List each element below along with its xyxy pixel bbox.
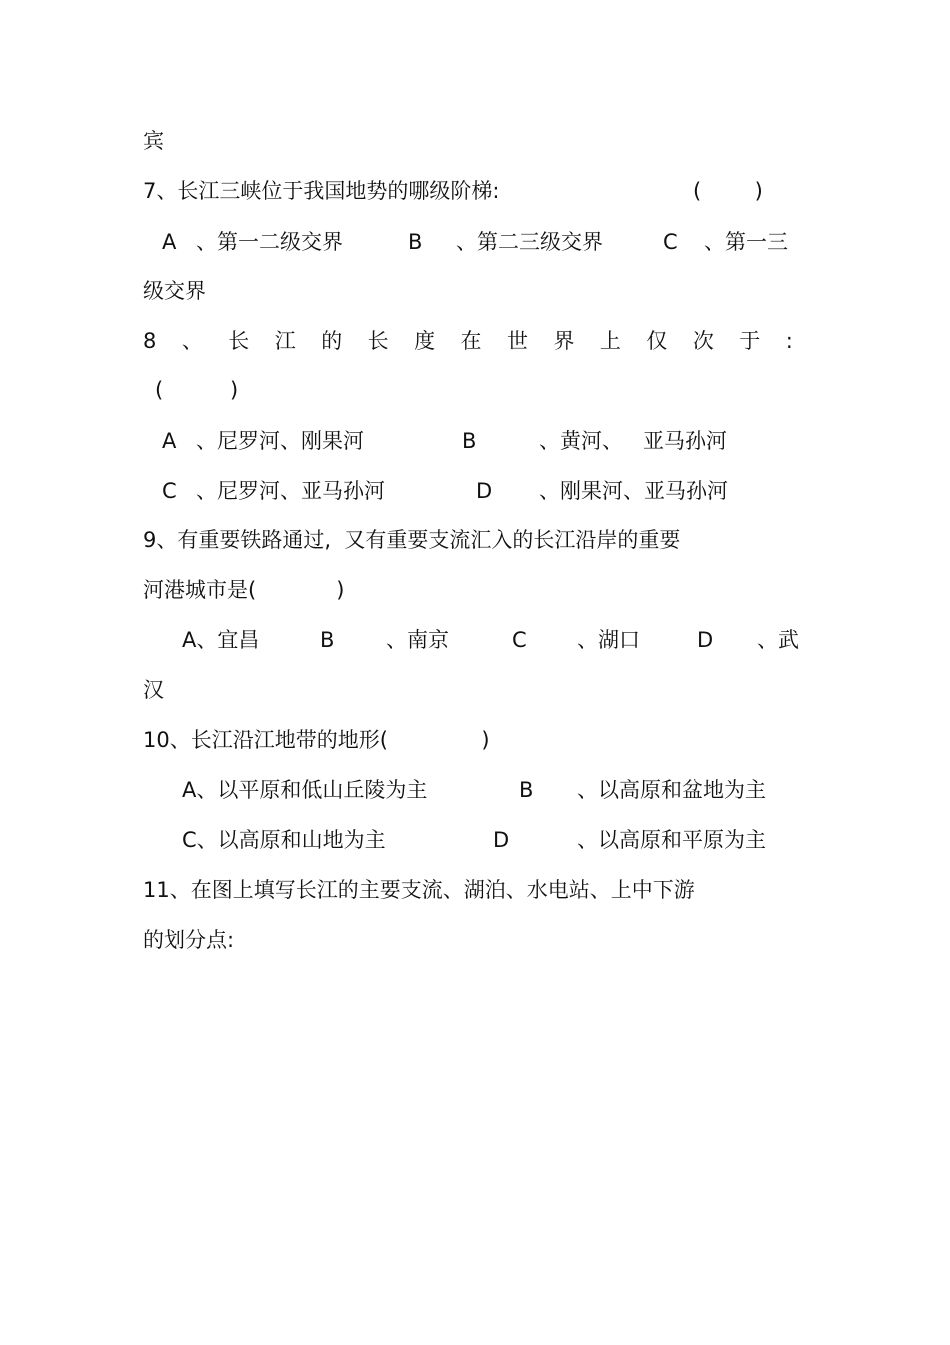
q8-char: 江 [274, 329, 296, 353]
q7-option-c-continuation: 级交界 [143, 279, 206, 303]
question-8-stem [143, 327, 793, 355]
q8-char: 界 [553, 329, 575, 353]
q8-option-c-text: 、尼罗河、亚马孙河 [196, 479, 385, 503]
q7-option-a-letter: A [162, 230, 177, 254]
q9-option-c-text: 、湖口 [577, 628, 640, 652]
q8-option-a-text: 、尼罗河、刚果河 [196, 429, 364, 453]
q8-char: 上 [599, 329, 621, 353]
q10-option-d-letter: D [493, 828, 510, 852]
q8-char: 、 [181, 329, 203, 353]
question-10-stem: 10、长江沿江地带的地形( ) [143, 728, 490, 752]
q8-char: 长 [228, 329, 250, 353]
q8-char: 在 [460, 329, 482, 353]
q8-char: 世 [507, 329, 528, 353]
q9-option-d-letter: D [697, 628, 714, 652]
q8-option-b-text: 、黄河、 亚马孙河 [539, 429, 728, 453]
q9-option-a: A、宜昌 [182, 628, 260, 652]
q7-option-b-text: 、第二三级交界 [456, 230, 603, 254]
q8-char: 于 [739, 329, 761, 353]
question-7-answer-blank: ( ) [693, 179, 763, 203]
question-9-stem: 9、有重要铁路通过, 又有重要支流汇入的长江沿岸的重要 [143, 528, 681, 552]
q9-option-b-letter: B [320, 628, 335, 652]
question-8-answer-blank: ( ) [155, 378, 239, 402]
q9-option-b-text: 、南京 [386, 628, 449, 652]
question-9-continuation: 河港城市是( ) [143, 578, 345, 602]
q10-option-d-text: 、以高原和平原为主 [577, 828, 766, 852]
q8-option-b-letter: B [462, 429, 477, 453]
q8-char: 度 [414, 329, 436, 353]
q8-char: 次 [692, 329, 714, 353]
q8-char: 长 [367, 329, 389, 353]
q8-char: 仅 [646, 329, 668, 353]
q7-option-c-letter: C [663, 230, 678, 254]
q10-option-c: C、以高原和山地为主 [182, 828, 386, 852]
q7-option-a-text: 、第一二级交界 [196, 230, 343, 254]
text-line: 宾 [143, 129, 164, 153]
q9-option-d-continuation: 汉 [143, 678, 164, 702]
q9-option-c-letter: C [512, 628, 527, 652]
q8-char: : [785, 329, 793, 353]
q10-option-b-text: 、以高原和盆地为主 [577, 778, 766, 802]
question-7-stem: 7、长江三峡位于我国地势的哪级阶梯: [143, 179, 500, 203]
q8-char: 8 [143, 329, 157, 353]
q9-option-d-text: 、武 [757, 628, 799, 652]
q8-char: 的 [321, 329, 343, 353]
q7-option-c-text: 、第一三 [704, 230, 788, 254]
question-11-continuation: 的划分点: [143, 928, 235, 952]
question-11-stem: 11、在图上填写长江的主要支流、湖泊、水电站、上中下游 [143, 878, 695, 902]
q8-option-d-text: 、刚果河、亚马孙河 [539, 479, 728, 503]
q10-option-b-letter: B [519, 778, 534, 802]
q8-option-a-letter: A [162, 429, 177, 453]
q7-option-b-letter: B [408, 230, 423, 254]
q10-option-a: A、以平原和低山丘陵为主 [182, 778, 428, 802]
q8-option-c-letter: C [162, 479, 177, 503]
q8-option-d-letter: D [476, 479, 493, 503]
